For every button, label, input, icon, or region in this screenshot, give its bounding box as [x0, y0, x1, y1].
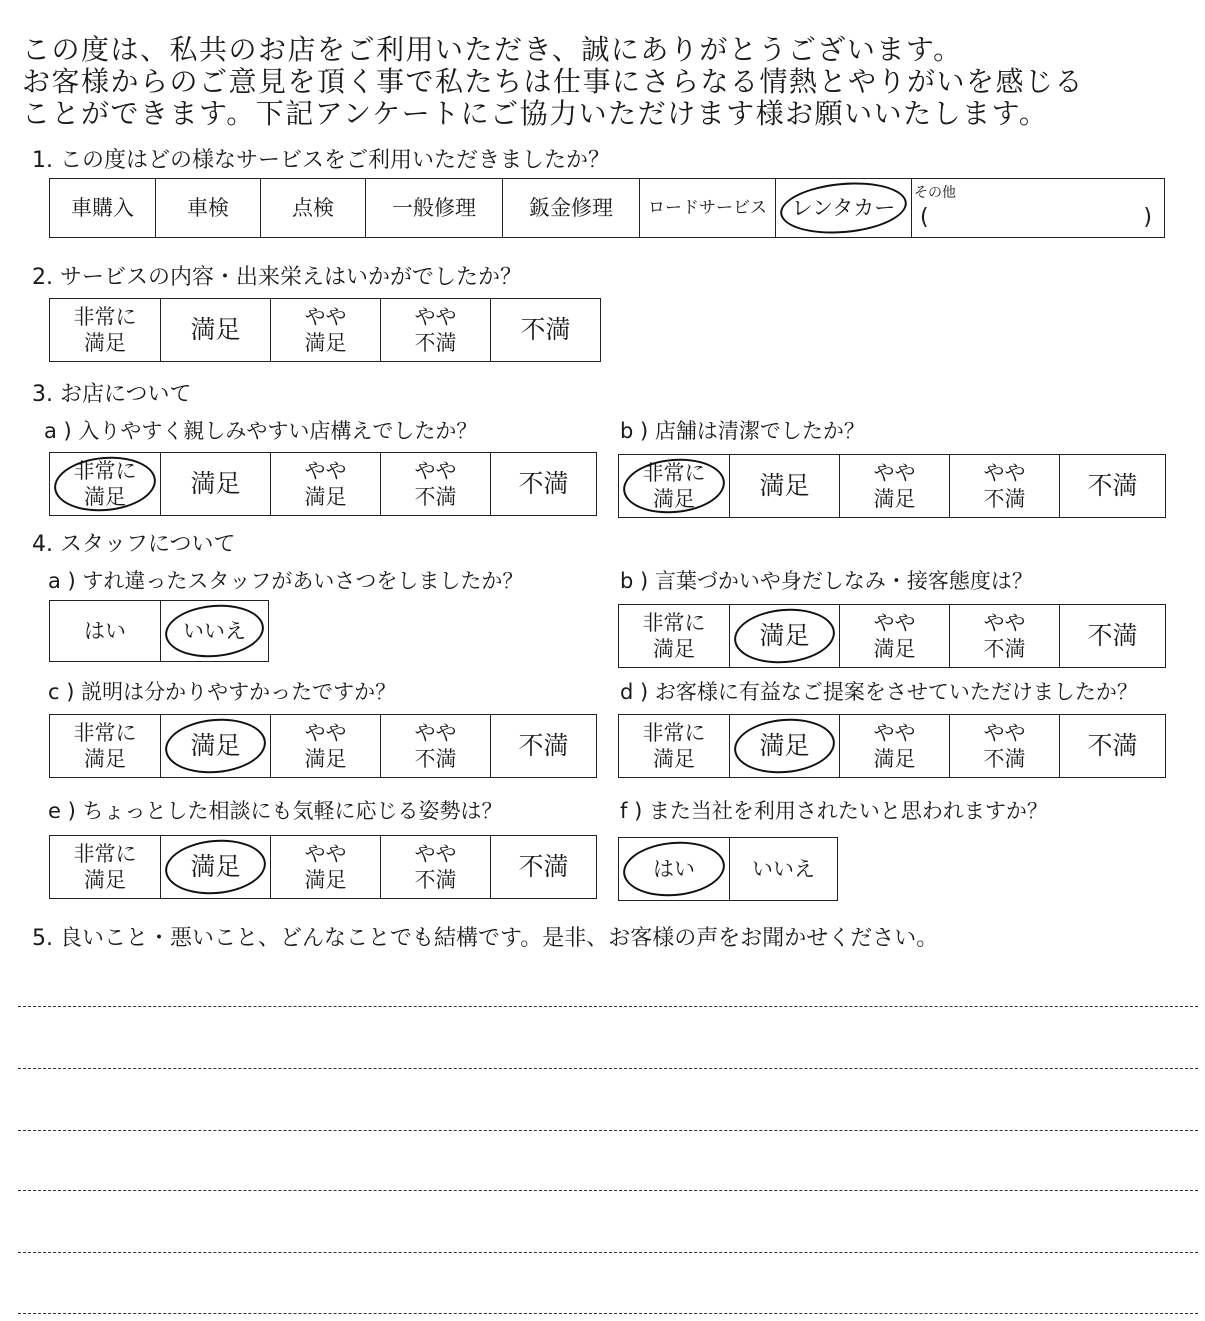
q3b-option-very-satisfied[interactable]: 非常に 満足	[619, 455, 729, 517]
q3a-option-somewhat-satisfied[interactable]: やや 満足	[270, 453, 380, 515]
intro-line-3: ことができます。下記アンケートにご協力いただけます様お願いいたします。	[22, 97, 1049, 130]
q4f-option-yes[interactable]: はい	[619, 838, 729, 900]
q4c-option-dissatisfied[interactable]: 不満	[490, 715, 596, 777]
comment-line-6[interactable]	[18, 1313, 1198, 1314]
intro-line-2: お客様からのご意見を頂く事で私たちは仕事にさらなる情熱とやりがいを感じる	[22, 65, 1085, 98]
q4f-option-no[interactable]: いいえ	[729, 838, 837, 900]
q4c-option-satisfied[interactable]: 満足	[160, 715, 270, 777]
comment-line-5[interactable]	[18, 1252, 1198, 1253]
q1-option-road-service[interactable]: ロードサービス	[639, 179, 775, 237]
q2-label: 2. サービスの内容・出来栄えはいかがでしたか？	[32, 265, 522, 290]
q4b-label: b ) 言葉づかいや身だしなみ・接客態度は？	[620, 569, 1033, 593]
q2-option-very-satisfied[interactable]: 非常に 満足	[73, 305, 137, 355]
q3b-option-dissatisfied[interactable]: 不満	[1059, 455, 1165, 517]
comment-line-3[interactable]	[18, 1130, 1198, 1131]
q3a-option-very-satisfied[interactable]: 非常に 満足	[50, 453, 160, 515]
q3b-option-somewhat-dissatisfied[interactable]: やや 不満	[949, 455, 1059, 517]
q4e-option-very-satisfied[interactable]: 非常に 満足	[73, 842, 137, 892]
intro-text	[22, 34, 1197, 130]
q1-options	[49, 178, 1165, 238]
q4b-option-very-satisfied[interactable]: 非常に 満足	[642, 611, 706, 661]
q3a-options	[49, 452, 597, 516]
q1-other-label: その他	[914, 185, 956, 201]
q4b-option-satisfied[interactable]: 満足	[729, 605, 839, 667]
q3a-option-somewhat-dissatisfied[interactable]: やや 不満	[380, 453, 490, 515]
q4e-options	[49, 835, 597, 899]
comment-line-4[interactable]	[18, 1190, 1198, 1191]
q3a-option-satisfied[interactable]: 満足	[160, 453, 270, 515]
q4e-option-dissatisfied[interactable]: 不満	[490, 836, 596, 898]
q4d-option-satisfied[interactable]: 満足	[729, 715, 839, 777]
q2-option-somewhat-dissatisfied[interactable]: やや 不満	[380, 299, 490, 361]
q2-option-somewhat-satisfied[interactable]: やや 満足	[270, 299, 380, 361]
q1-label: 1. この度はどの様なサービスをご利用いただきましたか？	[32, 148, 610, 173]
q4a-option-yes[interactable]: はい	[84, 619, 126, 643]
q4e-option-somewhat-satisfied[interactable]: やや 満足	[270, 836, 380, 898]
q2-option-satisfied[interactable]: 満足	[160, 299, 270, 361]
q4b-option-dissatisfied[interactable]: 不満	[1059, 605, 1165, 667]
q4-label: 4. スタッフについて	[32, 532, 236, 557]
q4e-option-somewhat-dissatisfied[interactable]: やや 不満	[380, 836, 490, 898]
q5-label: 5. 良いこと・悪いこと、どんなことでも結構です。是非、お客様の声をお聞かせください。	[32, 926, 939, 951]
q3a-option-dissatisfied[interactable]: 不満	[490, 453, 596, 515]
q2-option-dissatisfied[interactable]: 不満	[490, 299, 600, 361]
q4a-options	[49, 600, 269, 662]
q3a-label: a ) 入りやすく親しみやすい店構えでしたか？	[44, 419, 478, 443]
q1-option-body-repair[interactable]: 鈑金修理	[502, 179, 639, 237]
q3b-label: b ) 店舗は清潔でしたか？	[620, 419, 865, 443]
q1-option-car-purchase[interactable]: 車購入	[71, 196, 134, 220]
q1-option-general-repair[interactable]: 一般修理	[365, 179, 502, 237]
comment-line-2[interactable]	[18, 1068, 1198, 1069]
q4c-option-somewhat-dissatisfied[interactable]: やや 不満	[380, 715, 490, 777]
q4f-options	[618, 837, 838, 901]
q4d-option-somewhat-dissatisfied[interactable]: やや 不満	[949, 715, 1059, 777]
q4d-options	[618, 714, 1166, 778]
q4f-label: f ) また当社を利用されたいと思われますか？	[620, 799, 1048, 823]
q4b-option-somewhat-dissatisfied[interactable]: やや 不満	[949, 605, 1059, 667]
q4c-options	[49, 714, 597, 778]
q1-option-inspection[interactable]: 点検	[260, 179, 365, 237]
q4d-option-very-satisfied[interactable]: 非常に 満足	[642, 721, 706, 771]
q4c-label: c ) 説明は分かりやすかったですか？	[48, 680, 397, 704]
q4d-option-somewhat-satisfied[interactable]: やや 満足	[839, 715, 949, 777]
q4c-option-very-satisfied[interactable]: 非常に 満足	[73, 721, 137, 771]
q4a-label: a ) すれ違ったスタッフがあいさつをしましたか？	[48, 569, 524, 593]
q4c-option-somewhat-satisfied[interactable]: やや 満足	[270, 715, 380, 777]
q4e-label: e ) ちょっとした相談にも気軽に応じる姿勢は？	[48, 799, 503, 823]
q4b-option-somewhat-satisfied[interactable]: やや 満足	[839, 605, 949, 667]
q4a-option-no[interactable]: いいえ	[160, 601, 268, 661]
q1-option-other[interactable]: その他 ( )	[911, 179, 1164, 237]
q3b-option-satisfied[interactable]: 満足	[729, 455, 839, 517]
q4d-label: d ) お客様に有益なご提案をさせていただけましたか？	[620, 680, 1138, 704]
q3-label: 3. お店について	[32, 382, 192, 407]
q2-options	[49, 298, 601, 362]
q4e-option-satisfied[interactable]: 満足	[160, 836, 270, 898]
q3b-option-somewhat-satisfied[interactable]: やや 満足	[839, 455, 949, 517]
q3b-options	[618, 454, 1166, 518]
q1-option-shaken[interactable]: 車検	[155, 179, 260, 237]
q4b-options	[618, 604, 1166, 668]
q4d-option-dissatisfied[interactable]: 不満	[1059, 715, 1165, 777]
comment-line-1[interactable]	[18, 1006, 1198, 1007]
q1-option-rent-a-car[interactable]: レンタカー	[775, 179, 911, 237]
intro-line-1: この度は、私共のお店をご利用いただき、誠にありがとうございます。	[22, 33, 963, 66]
